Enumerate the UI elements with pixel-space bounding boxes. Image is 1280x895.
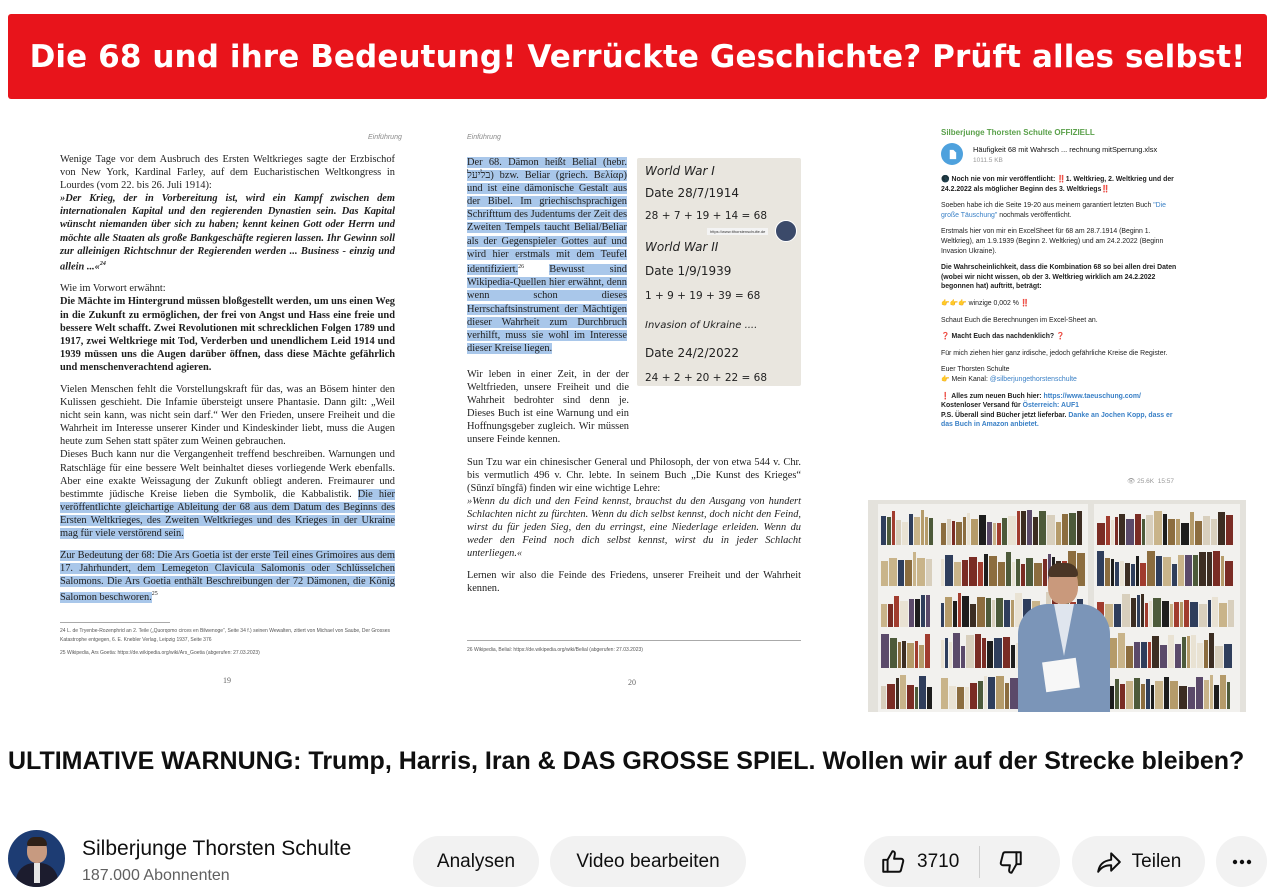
share-arrow-icon [1096,849,1122,875]
share-button[interactable] [1072,836,1205,887]
thumbs-up-icon [880,849,906,875]
more-horizontal-icon [1230,850,1254,874]
file-icon [941,143,963,165]
left-p5: Zur Bedeutung der 68: Die Ars Goetia ist der erste Teil eines Grimoires aus dem 17. Jahrhundert, dem Lemegeton Clavicula Salomonis oder Schlüsselchen Salomons. Die Ars Goetia enthält Beschreibungen der 72 Dämonen, die König Salomon beschworen.$^{25}$ [60,550,395,603]
more-actions-button[interactable] [1216,836,1267,887]
right-p3: Sun Tzu war ein chinesischer General und Philosoph, der von etwa 544 v. Chr. bis vermutlich 496 v. Chr. lebte. In seinem Buch „Die Kunst des Krieges“ (Sūnzǐ bīngfǎ) finden wir eine wichtige Lehre: [467,456,801,494]
telegram-views-time: 👁 25.6K 15:57 [1127,478,1174,485]
left-p3: Vielen Menschen fehlt die Vorstellungskraft für das, was an Bösem hinter den Kulissen geschieht. Die Infamie übersteigt unsere Phantasie. Dann gilt: „Weil nicht sein kann, was nicht sein darf.“ Wer den Frieden, unsere Freiheit und die Wahrheit im Interesse unserer Kinder und Kindeskinder liebt, muss die Augen heute zum Sehen statt später zum Weinen gebrauchen. [60,383,395,448]
left-p2-intro: Wie im Vorwort erwähnt: [60,283,166,295]
left-footnotes: 24 L. de Tryenbe-Rozenphrid an 2. Teile („Quorqomo circes en Bilwenoge“, Seite 34 f.) seinen Wewalten, zitiert von Michael von Saube, Der Grosses Katastrophe entgegen, 6. E. Knebler Verlag, Leipzig 1937, Seite 376 25 Wikipedia, Ars Goetia: https://de.wikipedia.org/wiki/Ars_Goetia (abgerufen: 27.03.2023) [60,628,390,656]
left-page-number: 19 [223,676,231,685]
right-book-page-top [467,156,627,355]
bookshelf [878,504,940,712]
left-p5-highlight: Zur Bedeutung der 68: Die Ars Goetia ist der erste Teil eines Grimoires aus dem 17. Jahrhundert, dem Lemegeton Clavicula Salomonis oder Schlüsselchen Salomons. Die Ars Goetia enthält Beschreibungen der 72 Dämonen, die König Salomon beschworen. [60,550,395,603]
right-footnote-rule [467,640,801,641]
right-p4: Lernen wir also die Feinde des Friedens, unserer Freiheit und der Wahrheit kennen. [467,570,801,595]
channel-avatar[interactable] [8,830,65,887]
edit-video-button[interactable]: Video bearbeiten [550,836,746,887]
telegram-channel-name: Silberjunge Thorsten Schulte OFFIZIELL [941,128,1095,137]
note-avatar [775,220,797,242]
telegram-message-body: 🌑 Noch nie von mir veröffentlicht: ‼️1. Weltkrieg, 2. Weltkrieg und der 24.2.2022 als möglicher Beginn des 3. Weltkriegs‼️ Soeben habe ich die Seite 19-20 aus meinem garantiert letzten Buch "Die große Täuschung" nochmals veröffentlicht. Erstmals hier von mir ein ExcelSheet für 68 am 28.7.1914 (Beginn 1. Weltkrieg), am 1.9.1939 (Beginn 2. Weltkrieg) und am 24.2.2022 (Beginn Invasion Ukraine). Die Wahrscheinlichkeit, dass die Kombination 68 so bei allen drei Daten (wobei wir nicht wissen, ob der 3. Weltkrieg wirklich am 24.2.2022 begonnen hat) auftritt, beträgt: 👉👉👉 winzige 0,002 % ‼️ Schaut Euch die Berechnungen im Excel-Sheet an. ❓ Macht Euch das nachdenklich? ❓ Für mich ziehen hier ganz irdische, jedoch gefährliche Kreise die Register. Euer Thorsten Schulte 👉 Mein Kanal: @silberjungethorstenschulte ❗ Alles zum neuen Buch hier: https://www.taeuschung.com/ Kostenloser Versand für Österreich: AUF1 P.S. Überall sind Bücher jetzt lieferbar. Danke an Jochen Kopp, dass er das Buch in Amazon anbietet. [941,176,1177,429]
like-button[interactable] [864,836,959,887]
dislike-button[interactable] [980,836,1024,887]
channel-name-link[interactable]: Silberjunge Thorsten Schulte [82,837,352,860]
video-banner [8,14,1267,99]
banner-text: Die 68 und ihre Bedeutung! Verrückte Geschichte? Prüft alles selbst! [29,38,1246,75]
like-dislike-group [864,836,1060,887]
subscriber-count: 187.000 Abonnenten [82,867,230,884]
analysen-button[interactable]: Analysen [413,836,539,887]
right-p2: Wir leben in einer Zeit, in der der Weltfrieden, unsere Freiheit und die Wahrheit bedrohter sind denn je. Dieses Buch ist eine Warnung und ein Hoffnungsgeber zugleich. Wir müssen unsere Feinde kennen. [467,369,629,446]
video-title: ULTIMATIVE WARNUNG: Trump, Harris, Iran & DAS GROSSE SPIEL. Wollen wir auf der Strecke bleiben? [8,747,1245,775]
right-page-number: 20 [628,678,636,687]
right-page-header: Einführung [467,134,501,141]
telegram-post [934,124,1182,490]
thumbs-down-icon [998,849,1024,875]
left-p1: Wenige Tage vor dem Ausbruch des Ersten Weltkrieges sagte der Erzbischof von New York, Kardinal Farley, auf dem Eucharistischen Weltkongress in Lourdes (vom 22. bis 26. Juli 1914): [60,154,395,192]
share-label: Teilen [1131,850,1182,872]
left-p2-bold: Die Mächte im Hintergrund müssen bloßgestellt werden, um uns einen Weg in die Zukunft zu ermöglichen, der frei von Angst und Hass eine freie und bessere Welt schafft. Zwei Revolutionen mit schrecklichen Folgen 1789 und 1917, zwei Weltkriege mit Tod, Verderben und unendlichem Leid 1914 und 1939 müssen uns die Augen darüber öffnen, dass diese Mächte gefährlich und menschenverachtend agieren. [60,296,395,373]
note-watermark-url: https://www.tthorstenschulte.de [707,228,768,235]
right-p1: Der 68. Dämon heißt Belial (hebr. בליעל) bzw. Beliar (griech. Βελίαρ) und ist eine dämonische Gestalt aus der Bibel. Im griechischsprachigen Schrifttum des Judentums der Zeit des Zweiten Tempels taucht Belial/Beliar als der Gegenspieler Gottes auf und wird hier erstmals mit dem Teufel identifiziert.$^{26}$ Bewusst sind Wikipedia-Quellen hier erwähnt, denn wenn schon dieses Herrschaftsinstrument der Mächtigen dieser Wahrheit zum Durchbruch verhilft, muss sie wohl im Interesse dieser Kreise liegen. [467,157,627,354]
presenter-webcam [868,500,1246,712]
right-quote: »Wenn du dich und den Feind kennst, brauchst du den Ausgang von hundert Schlachten nicht zu fürchten. Wenn du dich selbst kennst, doch nicht den Feind, wirst du für jeden Sieg, den du erringst, eine Niederlage erleiden. Wenn du weder den Feind noch dich selbst kennst, wirst du in jeder Schlacht unterliegen.« [467,495,801,560]
handwritten-note-image: World War I Date 28/7/1914 28 + 7 + 19 + 14 = 68 World War II Date 1/9/1939 1 + 9 + 19 + 39 = 68 Invasion of Ukraine .... Date 24/2/2022 24 + 2 + 20 + 22 = 68 https://www.tthorstenschulte.de [637,158,801,386]
left-p4-highlight: Die hier veröffentlichte gleichartige Ableitung der 68 aus dem Datum des Beginns des Ersten Weltkrieges, des Zweiten Weltkrieges und des Krieges in der Ukraine mag für viele verstörend sein. [60,488,395,539]
bookshelf [1094,504,1240,712]
right-book-page-bottom [467,368,801,596]
left-footnote-rule [60,622,170,623]
right-footnotes: 26 Wikipedia, Belial: https://de.wikipedia.org/wiki/Belial (abgerufen: 27.03.2023) [467,647,643,653]
presenter-papers [1042,658,1080,692]
left-p4: Dieses Buch kann nur die Vergangenheit treffend beschreiben. Warnungen und Ratschläge für eine bessere Welt beinhaltet dieses vorliegende Werk ebenfalls. Aber eine exakte Weissagung der Zukunft obliegt anderen. Freimaurer und bestimmte jüdische Kreise lieben die Symbolik, die Kabbalistik. Die hier veröffentlichte gleichartige Ableitung der 68 aus dem Datum des Beginns des Ersten Weltkrieges, des Zweiten Weltkrieges und des Krieges in der Ukraine mag für viele verstörend sein. [60,449,395,539]
like-count: 3710 [917,850,960,872]
telegram-file-name: Häufigkeit 68 mit Wahrsch ... rechnung mitSperrung.xlsx [973,145,1158,154]
telegram-file-size: 1011.5 KB [973,157,1003,164]
left-quote: »Der Krieg, der in Vorbereitung ist, wird ein Kampf zwischen dem internationalen Kapital und den regierenden Dynastien sein. Das Kapital wünscht niemanden über sich zu haben; kennt keinen Gott oder Herrn und möchte alle Staaten als große Bankgeschäfte regieren lassen. Ihr Gewinn soll zur alleinigen Richtschnur der Regierenden werden ... Business - einzig und allein ...«$^{24}$ [60,193,395,273]
left-book-page [60,153,395,604]
left-page-header: Einführung [368,134,402,141]
